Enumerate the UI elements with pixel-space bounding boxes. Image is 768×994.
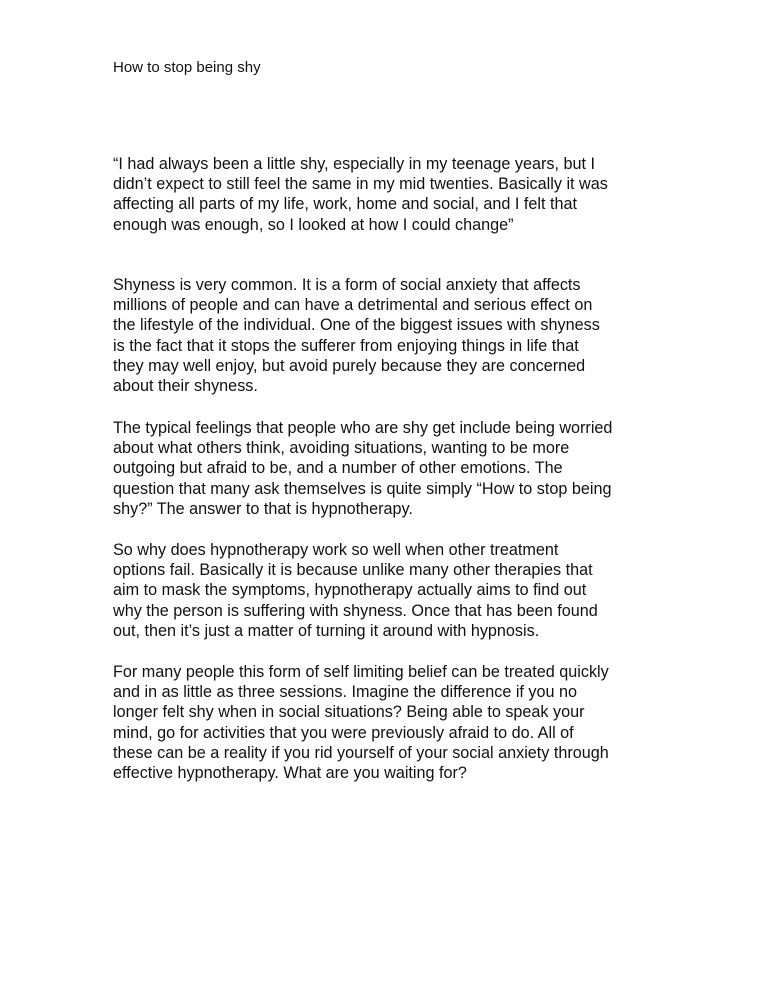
paragraph-line: options fail. Basically it is because unlike many other therapies that — [113, 561, 593, 580]
paragraph-line: mind, go for activities that you were previously afraid to do. All of — [113, 723, 574, 742]
paragraph-line: and in as little as three sessions. Imagine the difference if you no — [113, 683, 578, 702]
quote-line: didn’t expect to still feel the same in my mid twenties. Basically it was — [113, 175, 608, 194]
paragraph-shyness-common — [113, 275, 673, 396]
paragraph-line: out, then it’s just a matter of turning it around with hypnosis. — [113, 621, 540, 640]
paragraph-line: is the fact that it stops the sufferer from enjoying things in life that — [113, 336, 579, 355]
paragraph-line: effective hypnotherapy. What are you waiting for? — [113, 764, 467, 783]
testimonial-quote — [113, 154, 673, 235]
paragraph-line: about what others think, avoiding situations, wanting to be more — [113, 439, 570, 458]
paragraph-line: about their shyness. — [113, 377, 258, 396]
paragraph-line: aim to mask the symptoms, hypnotherapy actually aims to find out — [113, 581, 587, 600]
document-title: How to stop being shy — [113, 59, 261, 76]
paragraph-line: outgoing but afraid to be, and a number of other emotions. The — [113, 459, 563, 478]
paragraph-line: these can be a reality if you rid yourself of your social anxiety through — [113, 743, 609, 762]
paragraph-line: The typical feelings that people who are shy get include being worried — [113, 419, 613, 437]
quote-line: enough was enough, so I looked at how I could change” — [113, 215, 514, 234]
paragraph-line: why the person is suffering with shyness. Once that has been found — [113, 601, 598, 620]
paragraph-line: millions of people and can have a detrimental and serious effect on — [113, 296, 593, 315]
quote-line: affecting all parts of my life, work, home and social, and I felt that — [113, 195, 577, 214]
paragraph-typical-feelings — [113, 418, 673, 519]
paragraph-line: question that many ask themselves is quite simply “How to stop being — [113, 479, 612, 498]
quote-line: “I had always been a little shy, especially in my teenage years, but I — [113, 155, 595, 173]
paragraph-line: longer felt shy when in social situations? Being able to speak your — [113, 703, 585, 722]
paragraph-three-sessions — [113, 662, 673, 783]
paragraph-line: they may well enjoy, but avoid purely because they are concerned — [113, 356, 586, 375]
paragraph-why-hypnotherapy — [113, 540, 673, 641]
paragraph-line: shy?” The answer to that is hypnotherapy. — [113, 499, 413, 518]
paragraph-line: For many people this form of self limiting belief can be treated quickly — [113, 663, 609, 681]
paragraph-line: So why does hypnotherapy work so well when other treatment — [113, 541, 559, 559]
paragraph-line: the lifestyle of the individual. One of the biggest issues with shyness — [113, 316, 600, 335]
paragraph-line: Shyness is very common. It is a form of social anxiety that affects — [113, 276, 581, 294]
